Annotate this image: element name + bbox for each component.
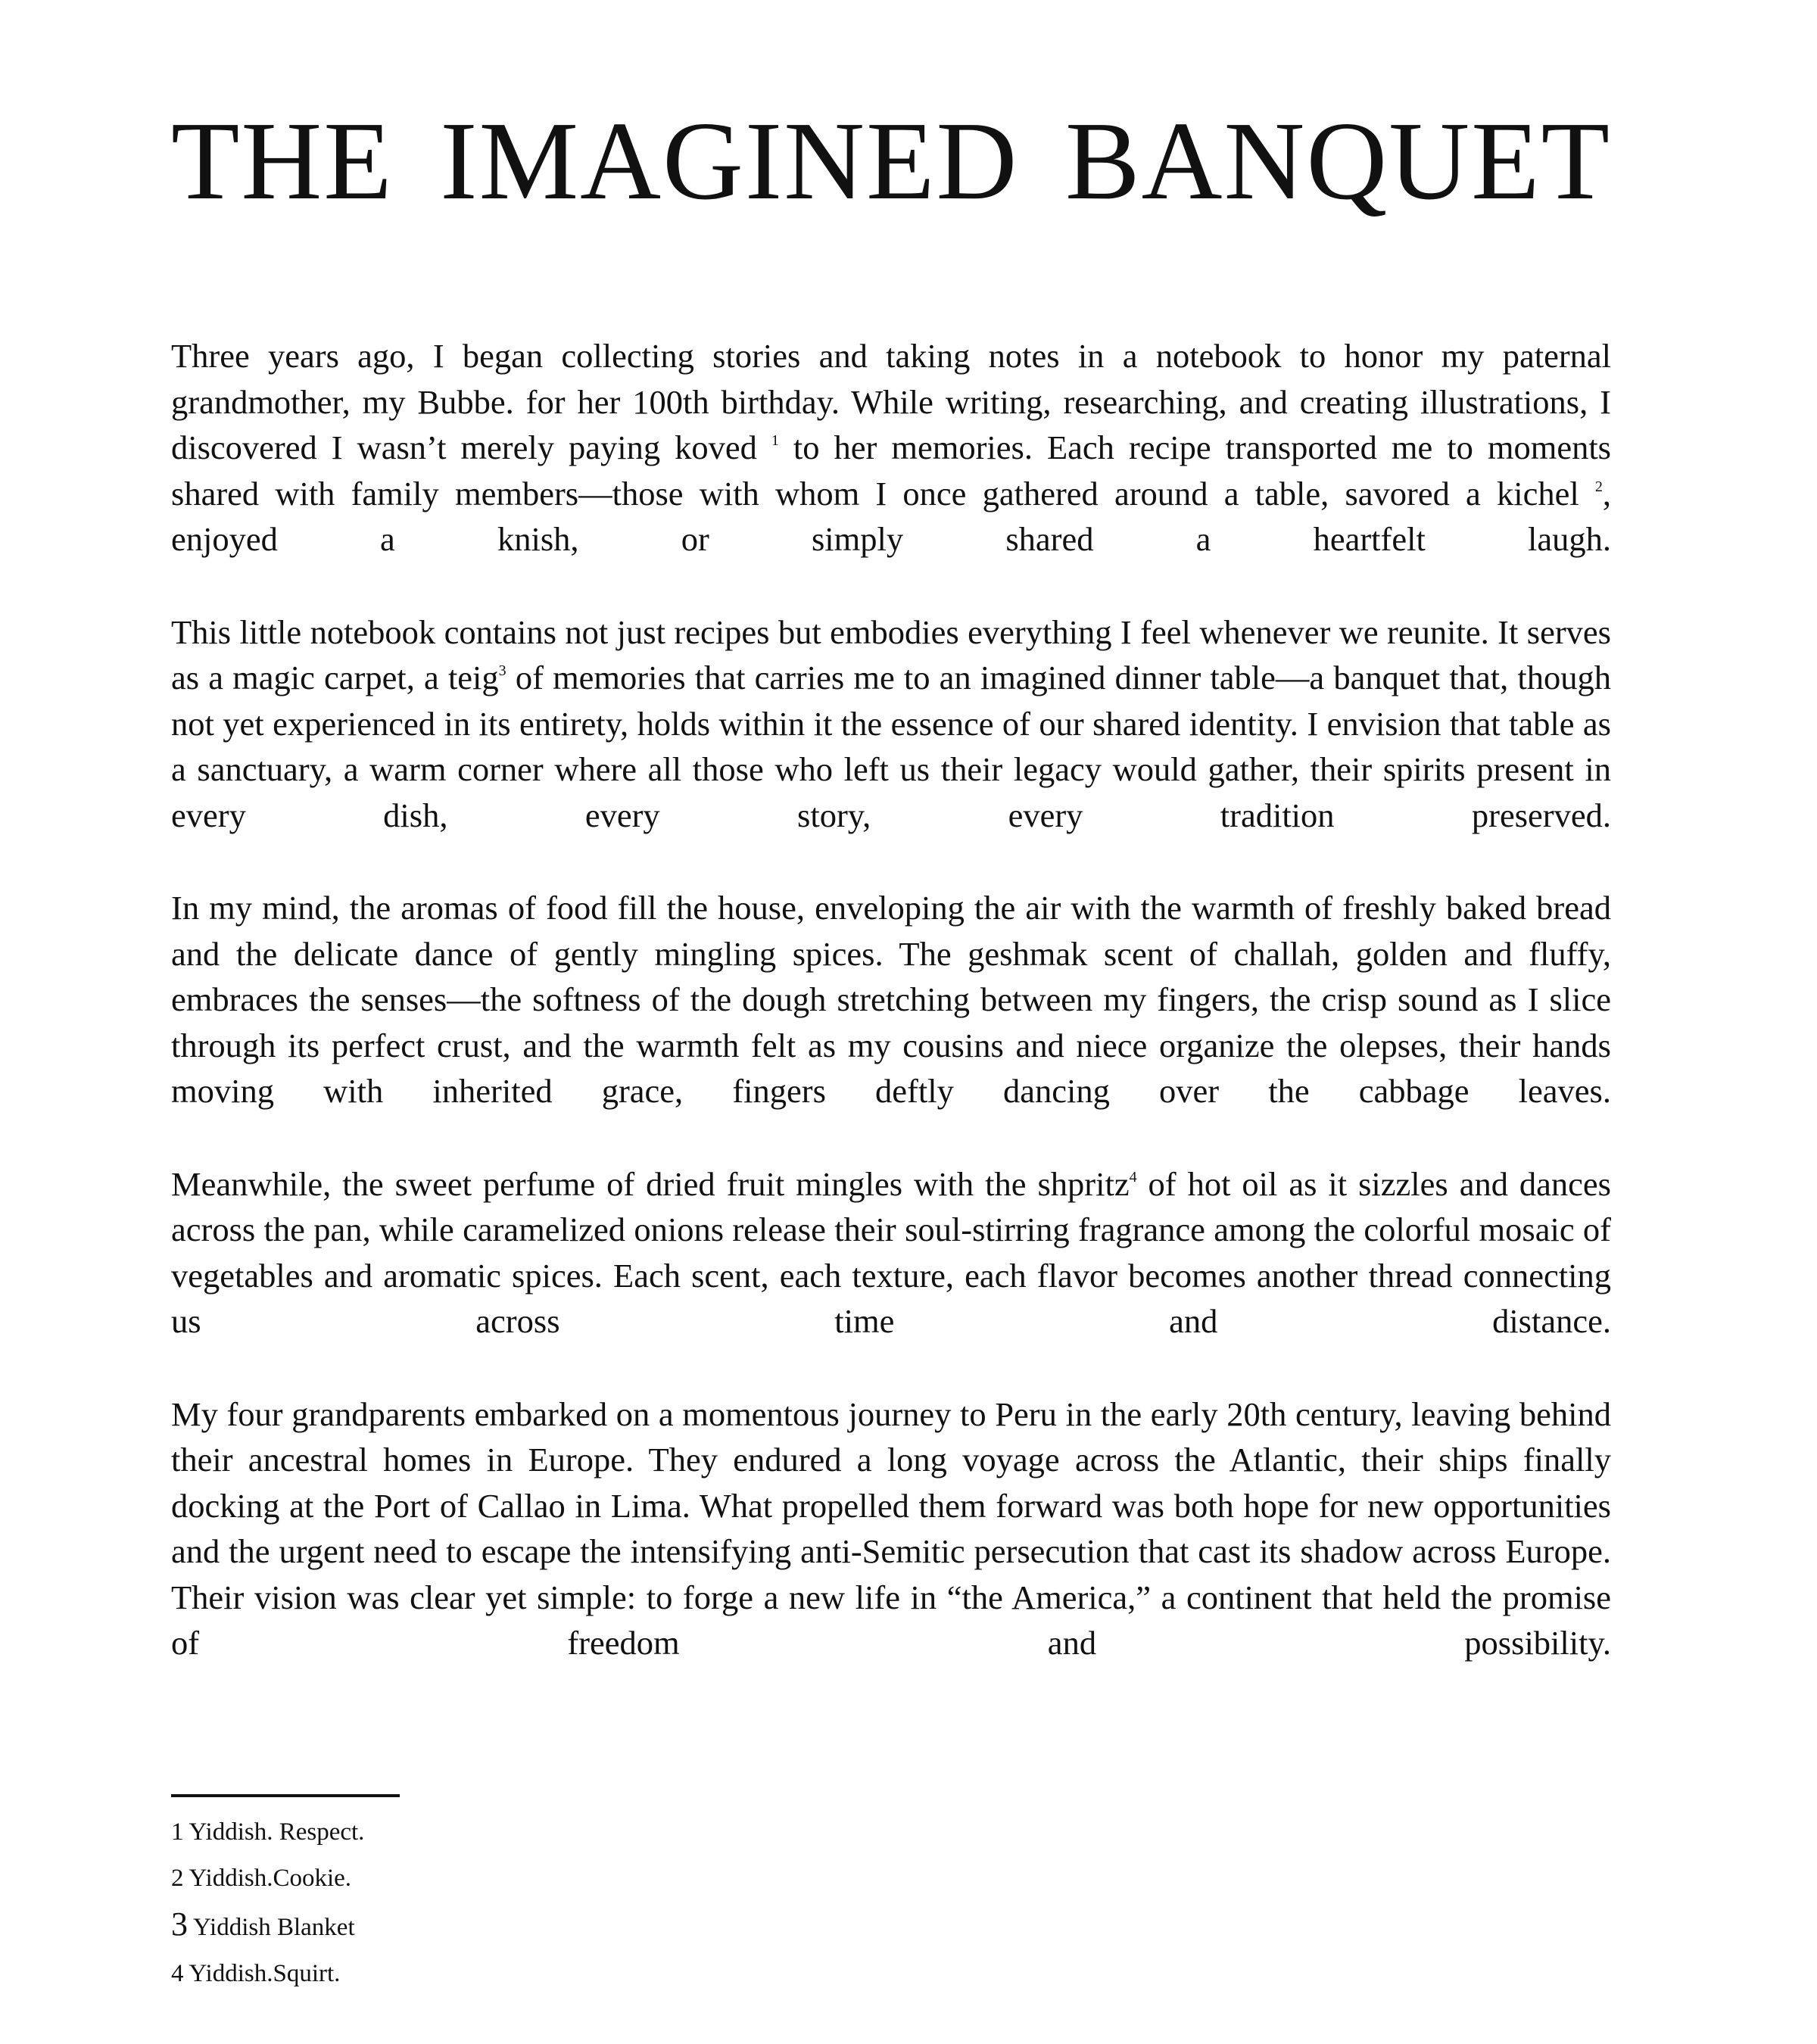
footnote-item: [171, 1817, 625, 1847]
paragraph-4: [171, 1161, 1611, 1344]
footnote-text: Yiddish Blanket: [193, 1914, 355, 1941]
paragraph-text: This little notebook contains not just recipes but embodies everything I feel whenever we reunite. It serves as a magic carpet, a teig: [171, 612, 1611, 696]
footnote-ref-1: 1: [771, 432, 779, 450]
paragraph-text: of memories that carries me to an imagined dinner table—a banquet that, though not yet experienced in its entirety, holds within it the essence of our shared identity. I envision that table as a sanctuary, a warm corner where all those who left us their legacy would gather, their spirits present in every dish, every story, every tradition preserved.: [171, 659, 1611, 834]
footnote-divider: [171, 1794, 400, 1797]
footnote-ref-4: 4: [1129, 1168, 1137, 1186]
title-word: THE: [171, 99, 394, 223]
title-word: BANQUET: [1064, 99, 1611, 223]
paragraph-2: [171, 609, 1611, 839]
page-title: [171, 97, 1611, 226]
title-word: IMAGINED: [440, 99, 1019, 223]
footnote-item: [171, 1863, 625, 1893]
paragraph-3: [171, 885, 1611, 1114]
paragraph-1: [171, 333, 1611, 562]
paragraph-text: Three years ago, I began collecting stories and taking notes in a notebook to honor my paternal grandmother, my Bubbe. for her 100th birthday. While writing, researching, and creating illustrations, I discovered I wasn’t merely paying koved: [171, 337, 1611, 466]
footnote-text: Yiddish. Respect.: [189, 1818, 365, 1846]
footnotes: [171, 1794, 625, 2005]
footnote-ref-3: 3: [498, 662, 506, 680]
body-text: [171, 333, 1611, 1713]
paragraph-5: [171, 1391, 1611, 1666]
footnote-text: Yiddish.Squirt.: [189, 1960, 341, 1987]
paragraph-text: Meanwhile, the sweet perfume of dried fruit mingles with the shpritz: [171, 1164, 1130, 1203]
paragraph-text: In my mind, the aromas of food fill the house, enveloping the air with the warmth of freshly baked bread and the delicate dance of gently mingling spices. The geshmak scent of challah, golden and fluffy, embraces the senses—the softness of the dough stretching between my fingers, the crisp sound as I slice through its perfect crust, and the warmth felt as my cousins and niece organize the olepses, their hands moving with inherited grace, fingers deftly dancing over the cabbage leaves.: [171, 889, 1611, 1110]
paragraph-text: to her memories. Each recipe transported me to moments shared with family members—those with whom I once gathered around a table, savored a kichel: [171, 428, 1612, 513]
footnote-item: [171, 1905, 625, 1943]
footnote-number: 1: [171, 1818, 184, 1846]
footnote-text: Yiddish.Cookie.: [189, 1865, 352, 1892]
footnote-number: 4: [171, 1960, 184, 1987]
footnote-number: 3: [171, 1905, 188, 1943]
footnote-ref-2: 2: [1594, 478, 1603, 495]
paragraph-text: of hot oil as it sizzles and dances across the pan, while caramelized onions release their soul-stirring fragrance among the colorful mosaic of vegetables and aromatic spices. Each scent, each texture, each flavor becomes another thread connecting us across time and distance.: [171, 1164, 1611, 1340]
paragraph-text: , enjoyed a knish, or simply shared a heartfelt laugh.: [171, 474, 1611, 558]
footnote-number: 2: [171, 1865, 184, 1892]
paragraph-text: My four grandparents embarked on a momentous journey to Peru in the early 20th century, leaving behind their ancestral homes in Europe. They endured a long voyage across the Atlantic, their ships finally docking at the Port of Callao in Lima. What propelled them forward was both hope for new opportunities and the urgent need to escape the intensifying anti-Semitic persecution that cast its shadow across Europe. Their vision was clear yet simple: to forge a new life in “the America,” a continent that held the promise of freedom and possibility.: [171, 1394, 1611, 1662]
footnote-item: [171, 1958, 625, 1989]
